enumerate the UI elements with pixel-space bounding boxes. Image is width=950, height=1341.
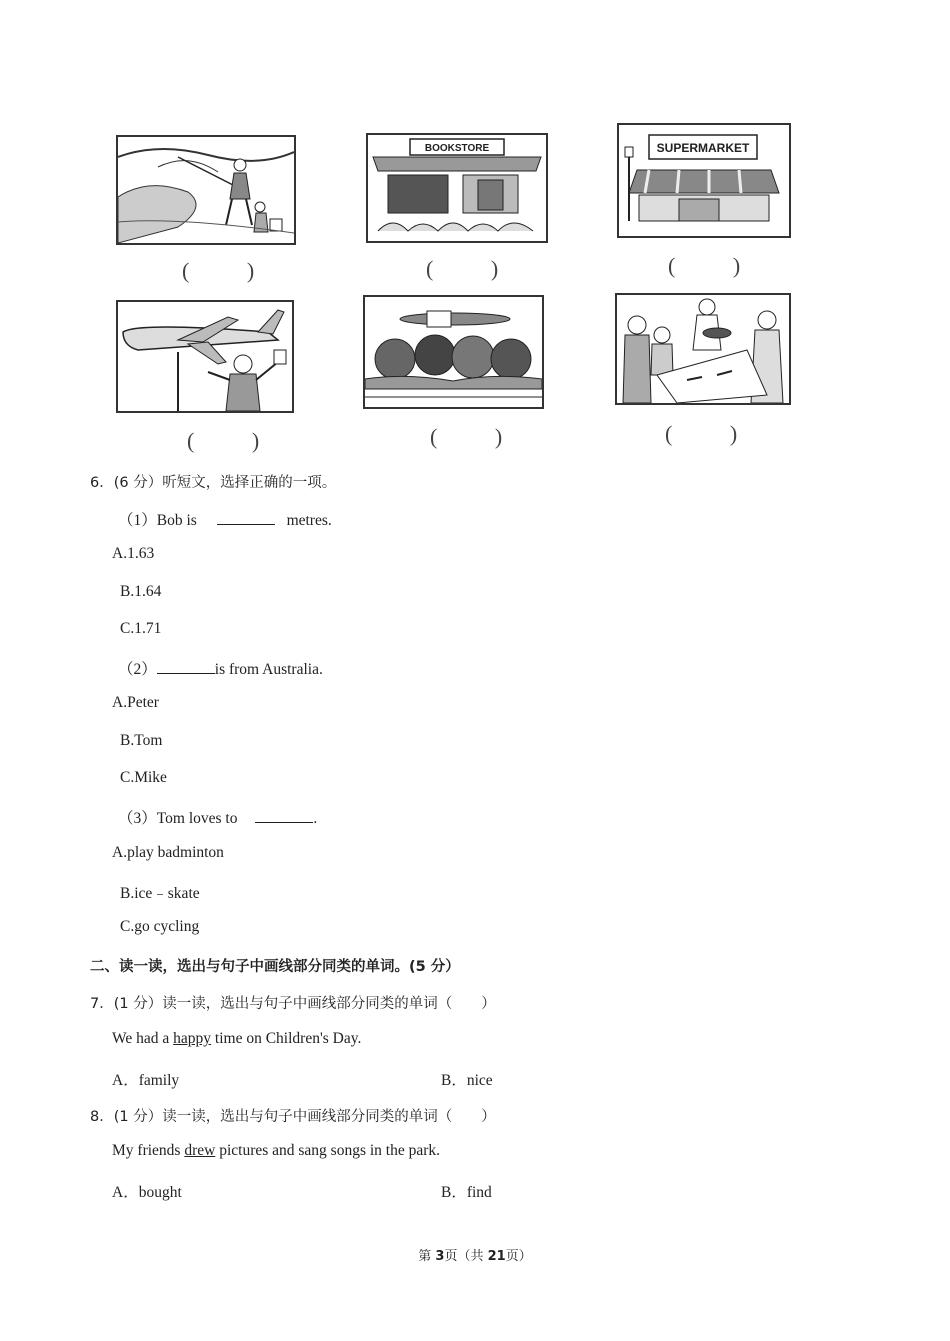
answer-paren-5[interactable]: ( ) bbox=[430, 424, 529, 449]
park-picture bbox=[363, 295, 544, 409]
q6-s2-opt-b[interactable]: B.Tom bbox=[120, 732, 163, 749]
answer-paren-2[interactable]: ( ) bbox=[426, 256, 525, 281]
footer-total-pages: 21 bbox=[487, 1249, 506, 1264]
q6-s3-opt-c[interactable]: C.go cycling bbox=[120, 918, 200, 935]
q7-option-a[interactable]: A．family bbox=[112, 1072, 180, 1089]
answer-paren-6[interactable]: ( ) bbox=[665, 421, 764, 446]
restaurant-illustration bbox=[617, 295, 789, 403]
supermarket-picture bbox=[617, 123, 791, 238]
q6-s1-opt-a[interactable]: A.1.63 bbox=[112, 545, 155, 562]
restaurant-picture bbox=[615, 293, 791, 405]
q7-sentence-post: time on Children's Day. bbox=[211, 1030, 362, 1047]
q6-s3-pre: （3）Tom loves to bbox=[118, 810, 238, 827]
q8-underlined-word: drew bbox=[184, 1142, 216, 1159]
q8-stem: 8．(1 分）读一读，选出与句子中画线部分同类的单词（ ） bbox=[90, 1109, 496, 1125]
q6-s2 bbox=[118, 657, 323, 679]
q6-s3-blank[interactable] bbox=[255, 810, 313, 823]
q6-s1-opt-c[interactable]: C.1.71 bbox=[120, 620, 162, 637]
supermarket-illustration bbox=[619, 125, 789, 236]
q6-s1-post: metres. bbox=[286, 512, 332, 529]
fishing-picture bbox=[116, 135, 296, 245]
section-2-heading: 二、读一读，选出与句子中画线部分同类的单词。(5 分） bbox=[90, 959, 460, 975]
bookstore-picture bbox=[366, 133, 548, 243]
q7-option-b[interactable]: B．nice bbox=[441, 1072, 493, 1089]
q6-s2-post: is from Australia. bbox=[214, 661, 323, 678]
supermarket-sign: SUPERMARKET bbox=[656, 141, 750, 155]
q8-sentence-post: pictures and sang songs in the park. bbox=[215, 1142, 441, 1159]
answer-paren-3[interactable]: ( ) bbox=[668, 253, 767, 278]
bookstore-illustration bbox=[368, 135, 546, 241]
q6-s2-opt-c[interactable]: C.Mike bbox=[120, 769, 167, 786]
q8-sentence bbox=[112, 1142, 440, 1160]
park-illustration bbox=[365, 297, 542, 407]
q6-s1-opt-b[interactable]: B.1.64 bbox=[120, 583, 162, 600]
q8-option-b[interactable]: B．find bbox=[441, 1184, 492, 1201]
footer-mid: 页（共 bbox=[444, 1249, 488, 1264]
footer-page-number: 3 bbox=[435, 1249, 445, 1264]
answer-paren-4[interactable]: ( ) bbox=[187, 428, 286, 453]
q6-s1-blank[interactable] bbox=[217, 512, 275, 525]
q6-s1-pre: （1）Bob is bbox=[118, 512, 197, 529]
q6-s2-blank[interactable] bbox=[157, 661, 215, 674]
q7-underlined-word: happy bbox=[173, 1030, 212, 1047]
fishing-illustration bbox=[118, 137, 294, 243]
q6-s2-pre: （2） bbox=[118, 661, 157, 678]
airplane-illustration bbox=[118, 302, 292, 411]
q6-s3 bbox=[118, 806, 317, 828]
airplane-picture bbox=[116, 300, 294, 413]
q6-s3-opt-b[interactable]: B.ice﹣skate bbox=[120, 885, 200, 902]
q6-s2-opt-a[interactable]: A.Peter bbox=[112, 694, 159, 711]
q7-stem: 7．(1 分）读一读，选出与句子中画线部分同类的单词（ ） bbox=[90, 996, 496, 1012]
page-footer bbox=[0, 1245, 950, 1264]
footer-pre: 第 bbox=[418, 1249, 436, 1264]
bookstore-sign: BOOKSTORE bbox=[424, 143, 490, 154]
q8-option-a[interactable]: A．bought bbox=[112, 1184, 182, 1201]
q6-s3-post: . bbox=[313, 810, 318, 827]
footer-post: 页） bbox=[505, 1249, 532, 1264]
answer-paren-1[interactable]: ( ) bbox=[182, 258, 281, 283]
q6-s3-opt-a[interactable]: A.play badminton bbox=[112, 844, 224, 861]
q6-stem: 6．(6 分）听短文，选择正确的一项。 bbox=[90, 475, 337, 491]
q7-sentence bbox=[112, 1030, 361, 1048]
q6-s1 bbox=[118, 508, 332, 530]
q7-sentence-pre: We had a bbox=[112, 1030, 174, 1047]
q8-sentence-pre: My friends bbox=[112, 1142, 185, 1159]
